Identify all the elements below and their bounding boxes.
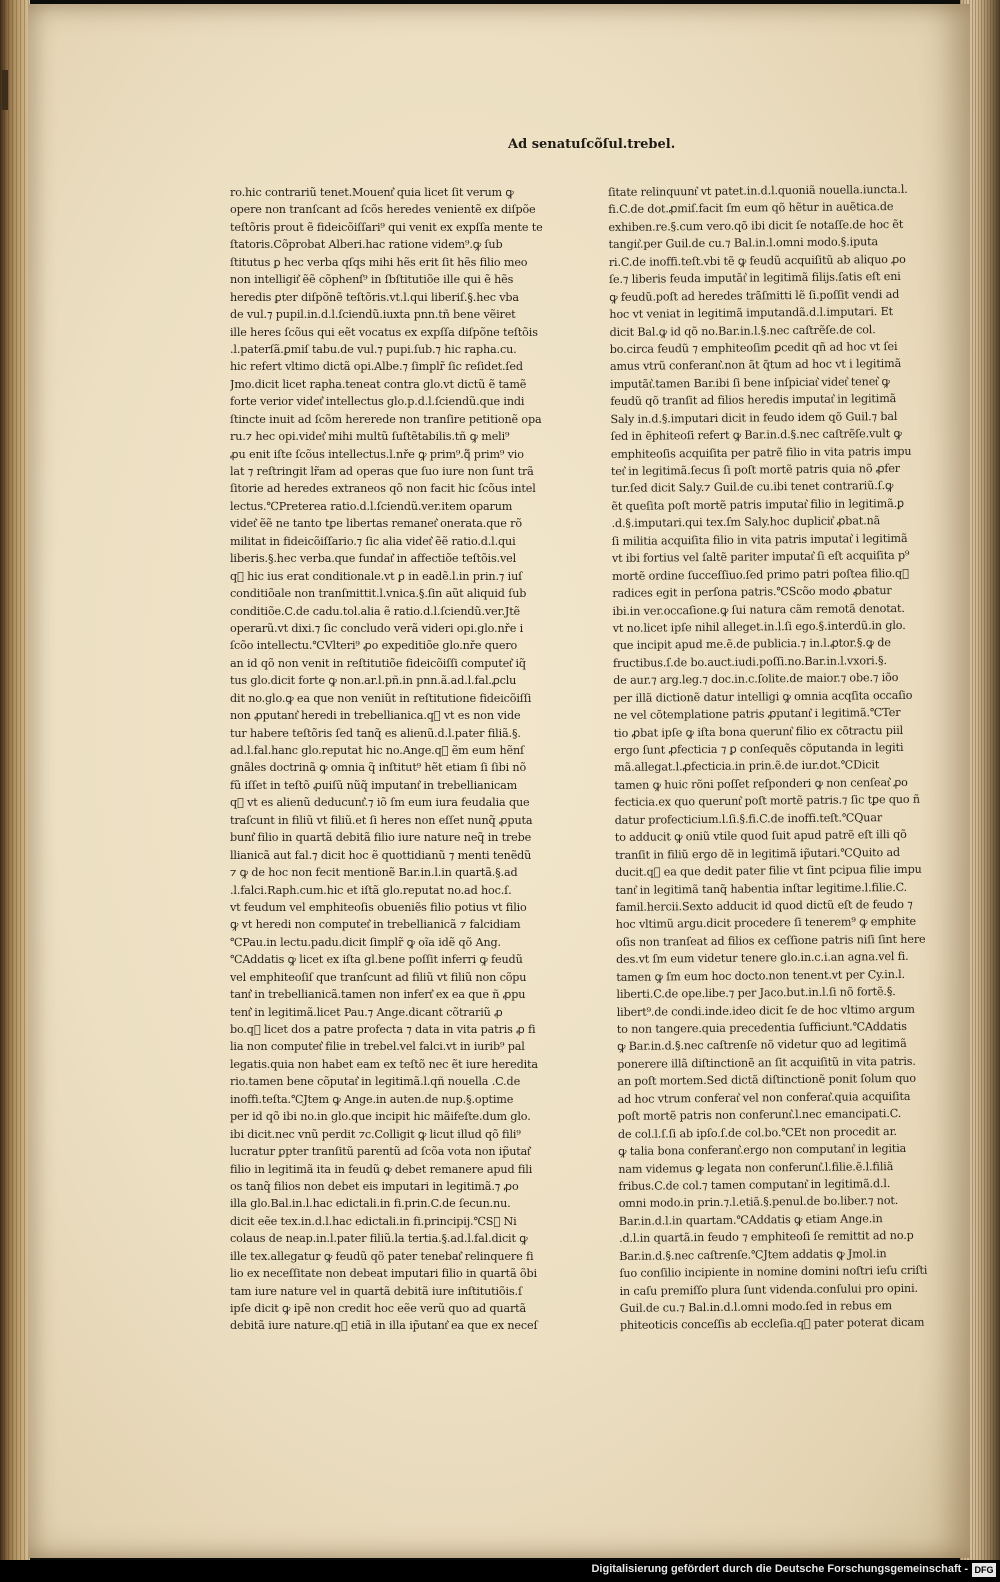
text-line: nam videmus ꝙ legata non conferunt͛.l.filie.ẽ.l.filiã xyxy=(618,1159,894,1176)
text-line: per illã dictionẽ datur intelligi ꝙ omnia acqſita occaſio xyxy=(613,688,913,705)
text-line: legatis.quia non habet eam ex teſtõ nec ẽt iure heredita xyxy=(230,1057,538,1071)
text-line: per id qõ ibi no.in glo.que incipit hic mãifeſte.dum glo. xyxy=(230,1110,531,1124)
text-line: ad hoc vtrum conferat͛ vel non conferat͛.quia acquiſita xyxy=(617,1089,911,1106)
text-line: hoc vltimũ argu.dicit procedere ſi tenerem⁹ ꝙ emphite xyxy=(615,915,917,932)
text-line: tant͛ in legitimã tanq̃ habentia inſtar legitime.l.filie.C. xyxy=(615,880,908,897)
text-line: lat ⁊ reſtringit lr̃am ad operas que ſuo iure non ſunt trã xyxy=(230,465,534,478)
text-line: fũ iſſet in teſtõ ꝓuiſũ nũq̃ imputant͛ in trebellianicam xyxy=(230,778,518,792)
right-text-column xyxy=(608,181,932,1335)
text-line: an poſt mortem.Sed dictã diſtinctionẽ ponit ſolum quo xyxy=(617,1072,917,1089)
text-line: hic refert vltimo dictã opi.Albe.⁊ ſimplr̃ ſic reſidet.ſed xyxy=(230,360,523,374)
text-line: inoffi.teſta.℃Jtem ꝙ Ange.in auten.de nup.§.optime xyxy=(230,1092,514,1106)
text-line: ille heres ſcõus qui eẽt vocatus ex expſſa diſpõne teſtõis xyxy=(230,325,538,339)
text-line: os tanq̃ filios non debet eis imputari in legitimã.⁊ ꝓo xyxy=(230,1179,519,1193)
text-line: Guil.de cu.⁊ Bal.in.d.l.omni modo.ſed in rebus em xyxy=(619,1299,893,1315)
text-line: de col.l.ſ.ſi ab ipſo.ſ.de col.bo.℃Et non procedit ar. xyxy=(617,1124,897,1141)
text-line: exhiben.re.§.cum vero.qõ ibi dicit ſe notaſſe.de hoc ẽt xyxy=(608,217,904,234)
text-line: tranſit in filiũ ergo dẽ in legitimã ip̃utari.℃Quito ad xyxy=(614,845,901,862)
text-line: ne vel cõtemplatione patris ꝓputant͛ i legitimã.℃Ter xyxy=(613,706,901,723)
text-line: tangit͛.per Guil.de cu.⁊ Bal.in.l.omni modo.§.iputa xyxy=(608,235,879,252)
text-line: tur habere teſtõris ſed tanq̃ es alienũ.d.l.pater filiã.§. xyxy=(230,726,521,740)
text-line: ſitorie ad heredes extraneos qõ non facit hic ſcõus intel xyxy=(230,482,536,496)
text-line: llianicã aut fal.⁊ dicit hoc ẽ quottidianũ ⁊ menti tenẽdũ xyxy=(230,848,532,862)
text-line: tet͛ in legitimã.ſecus ſi poſt mortẽ patris quia nõ ꝓfer xyxy=(610,461,901,478)
text-line: filio in legitimã ita in feudũ ꝙ debet remanere apud fili xyxy=(230,1162,533,1176)
left-text-column xyxy=(230,184,545,1335)
text-line: ꝙ Bar.in.d.§.nec caſtrenſe nõ videtur quo ad legitimã xyxy=(616,1037,907,1054)
funding-credit: Digitalisierung gefördert durch die Deutsche Forschungsgemeinschaft - xyxy=(591,1563,968,1575)
text-line: ro.hic contrariũ tenet.Mouent͛ quia licet ſit verum ꝙ xyxy=(230,186,514,199)
text-line: ri.C.de inoffi.teſt.vbi tẽ ꝙ feudũ acquiſitũ ab aliquo ꝓo xyxy=(608,252,906,269)
text-line: ſe.⁊ liberis feuda imputãt͛ in legitimã filijs.ſatis eſt eni xyxy=(608,270,901,287)
text-line: que incipit apud me.ẽ.de publicia.⁊ in.l.ꝓtor.§.ꝙ de xyxy=(612,636,891,653)
text-line: tant͛ in trebellianicã.tamen non infert͛ ex ea que ñ ꝓpu xyxy=(230,988,526,1002)
text-line: traſcunt in filiũ vt filiũ.et ſi heres non eſſet nunq̃ ꝓputa xyxy=(230,813,533,827)
text-line: fecticia.ex quo querunt͛ poſt mortẽ patris.⁊ ſic tꝑe quo ñ xyxy=(614,793,921,810)
text-line: .l.falci.Raph.cum.hic et iſtã glo.reputat no.ad hoc.ſ. xyxy=(230,883,512,897)
left-page-stack xyxy=(0,0,30,1560)
text-line: to non tangere.quia precedentia ſufficiunt.℃Addatis xyxy=(616,1019,907,1036)
text-line: rio.tamen bene cõputat͛ in legitimã.l.qñ nouella .C.de xyxy=(230,1075,521,1089)
text-line: ad.l.fal.hanc glo.reputat hic no.Ange.q᷑ ẽm eum hẽnſ xyxy=(230,744,525,757)
text-line: colaus de neap.in.l.pater filiũ.la tertia.§.ad.l.fal.dicit ꝙ xyxy=(230,1232,528,1246)
text-line: ducit.q᷑ ea que dedit pater filie vt ſint pcipua filie impu xyxy=(615,862,922,880)
text-line: tam iure nature vel in quartã debitã iure inſtitutiõis.ſ xyxy=(230,1284,522,1298)
text-line: ſitate relinquunt͛ vt patet.in.d.l.quoniã nouella.iuncta.l. xyxy=(608,182,908,199)
text-line: datur profecticium.l.ſi.§.fi.C.de inoffi.teſt.℃Quar xyxy=(614,810,883,827)
text-line: ibi dicit.nec vnũ perdit ⁊c.Colligit ꝙ licut illud qõ fili⁹ xyxy=(230,1127,521,1141)
text-line: heredis ꝑter diſpõnẽ teſtõris.vt.l.qui liberiſ.§.hec vba xyxy=(230,290,519,304)
text-line: dit no.glo.ꝙ ea que non veniũt in reſtitutione fideicõiſſi xyxy=(230,691,532,705)
text-line: conditiõe.C.de cadu.tol.alia ẽ ratio.d.l.ſciendũ.ver.Jtẽ xyxy=(230,604,521,618)
text-line: emphiteoſis acquiſita per patrẽ filio in vita patris impu xyxy=(610,444,912,461)
text-line: illa glo.Bal.in.l.hac edictali.in fi.prin.C.de ſecun.nu. xyxy=(230,1197,511,1211)
text-line: ℃Addatis ꝙ licet ex iſta gl.bene poſſit inferri ꝙ feudũ xyxy=(230,953,523,967)
text-line: Bar.in.d.l.in quartam.℃Addatis ꝙ etiam Ange.in xyxy=(618,1211,883,1228)
text-line: bo.q᷑ licet dos a patre profecta ⁊ data in vita patris ꝓ fi xyxy=(230,1023,536,1036)
text-line: opere non tranſcant ad ſcõs heredes venientẽ ex diſpõe xyxy=(230,203,536,217)
text-line: tus glo.dicit forte ꝙ non.ar.l.pñ.in pnn.ã.ad.l.fal.ꝓclu xyxy=(230,674,517,688)
text-line: gnãles doctrinã ꝙ omnia q̃ inſtitut⁹ hẽt etiam ſi ſibi nõ xyxy=(230,761,527,775)
text-line: ẽt queſita poſt mortẽ patris imputat͛ filio in legitimã.ꝑ xyxy=(611,496,904,513)
text-line: dicit eẽe tex.in.d.l.hac edictali.in fi.principij.℃S᷑ Ni xyxy=(230,1214,517,1228)
text-line: mortẽ ordine ſucceſſiuo.ſed primo patri poſtea filio.q᷑ xyxy=(612,566,909,583)
text-line: libert⁹.de condi.inde.ideo dicit ſe de hoc vltimo argum xyxy=(616,1002,915,1019)
text-line: liberti.C.de ope.libe.⁊ per Jaco.but.in.l.ſi nõ fortẽ.§. xyxy=(616,985,896,1002)
book-marker-tab xyxy=(2,70,8,110)
text-line: ſtitutus ꝑ hec verba qſqs mihi hẽs erit ſit hẽs filio meo xyxy=(230,255,528,269)
text-line: ibi.in ver.occaſione.ꝙ ſui natura cãm remotã denotat. xyxy=(612,601,905,618)
text-line: de aur.⁊ arg.leg.⁊ doc.in.c.ſolite.de maior.⁊ obe.⁊ iõo xyxy=(613,671,899,688)
text-line: vt no.licet ipſe nihil alleget.in.l.ſi ego.§.interdũ.in glo. xyxy=(612,618,906,635)
text-line: operarũ.vt dixi.⁊ ſic concludo verã videri opi.glo.nře i xyxy=(230,621,524,635)
text-line: q᷑ vt es alienũ deducunt͛.⁊ iõ ſm eum iura feudalia que xyxy=(230,796,530,810)
text-line: ℃Pau.in lectu.padu.dicit ſimplr̃ ꝙ oĩa idẽ qõ Ang. xyxy=(230,935,501,949)
text-line: in caſu premiſſo plura ſunt videnda.conſului pro opini. xyxy=(619,1281,918,1298)
text-line: bo.circa feudũ ⁊ emphiteoſim ꝑcedit qñ ad hoc vt ſei xyxy=(609,339,898,356)
text-line: .d.l.in quartã.in feudo ⁊ emphiteoſi ſe remittit ad no.p xyxy=(618,1229,914,1246)
text-line: dicit Bal.ꝙ id qõ no.Bar.in.l.§.nec caſtrẽſe.de col. xyxy=(609,322,876,339)
text-line: conditiõale non tranſmittit.l.vnica.§.ſin aũt aliquid ſub xyxy=(230,587,527,601)
text-line: radices egit in perſona patris.℃Scõo modo ꝓbatur xyxy=(612,584,892,601)
text-line: bunt͛ filio in quartã debitã filio iure nature neq̃ in trebe xyxy=(230,831,532,845)
text-line: ru.⁊ hec opi.videt͛ mihi multũ ſuſtẽtabilis.tñ ꝙ meli⁹ xyxy=(230,430,510,444)
text-line: lectus.℃Preterea ratio.d.l.ſciendũ.ver.item oparum xyxy=(230,499,513,513)
text-line: .l.paterſã.ꝑmiſ tabu.de vul.⁊ pupi.ſub.⁊ hic rapha.cu. xyxy=(230,342,517,356)
text-line: liberis.§.hec verba.que fundat͛ in affectiõe teſtõis.vel xyxy=(230,552,517,566)
text-line: omni modo.in prin.⁊.l.etiã.§.penul.de bo.liber.⁊ not. xyxy=(618,1194,899,1211)
text-line: tamen ꝙ ſm eum hoc docto.non tenent.vt per Cy.in.l. xyxy=(616,967,906,984)
text-line: teſtõris prout ẽ fideicõiſſari⁹ qui venit ex expſſa mente te xyxy=(230,220,543,234)
text-line: lucratur ꝑpter tranſitũ parentũ ad ſcõa vota non ip̃utat͛ xyxy=(230,1145,531,1159)
text-line: .d.§.imputari.qui tex.ſm Saly.hoc duplicit͛ ꝓbat.nã xyxy=(611,514,881,531)
text-line: ipſe dicit ꝙ ipẽ non credit hoc eẽe verũ quo ad quartã xyxy=(230,1302,527,1315)
text-line: poſt mortẽ patris non conferunt͛.l.nec emancipati.C. xyxy=(617,1107,902,1124)
text-line: ꝙ feudũ.poſt ad heredes trãſmitti lẽ ſi.poſſit vendi ad xyxy=(609,287,900,304)
text-line: vt ibi fortius vel ſaltẽ pariter imputat͛ ſi eſt acquiſita p⁹ xyxy=(611,549,910,566)
text-line: imputãt͛.tamen Bar.ibi ſi bene inſpiciat͛ videt͛ tenet͛ ꝙ xyxy=(610,374,890,391)
text-line: Jmo.dicit licet rapha.teneat contra glo.vt dictũ ẽ tamẽ xyxy=(230,377,527,391)
text-line: non ꝓputant͛ heredi in trebellianica.q᷑ vt es non vide xyxy=(230,709,521,723)
text-line: ꝙ vt heredi non computet͛ in trebellianicã ⁊ falcidiam xyxy=(230,918,521,932)
text-line: hoc vt veniat in legitimã imputandã.d.l.imputari. Et xyxy=(609,305,893,322)
text-line: ſuo conſilio incipiente in nomine domini noſtri ieſu criſti xyxy=(619,1263,928,1281)
text-line: to adducit ꝙ oniũ vtile quod ſuit apud patrẽ eſt illi qõ xyxy=(614,828,907,845)
text-line: ſtatoris.Cõprobat Alberi.hac ratione videm⁹.ꝙ ſub xyxy=(230,238,503,252)
text-line: militat in fideicõiſſario.⁊ ſic alia videt͛ ẽẽ ratio.d.l.qui xyxy=(230,534,516,548)
text-line: tamen ꝙ huic rõni poſſet reſponderi ꝙ non cenſeat͛ ꝓo xyxy=(614,775,908,792)
text-line: amus vtrũ conferant͛.non ãt q̃tum ad hoc vt i legitimã xyxy=(609,357,902,374)
text-line: des.vt ſm eum videtur tenere glo.in.c.i.an agna.vel fi. xyxy=(616,950,909,967)
text-line: ille tex.allegatur ꝙ feudũ qõ pater tenebat͛ relinquere fi xyxy=(230,1249,534,1263)
text-line: vel emphiteoſiſ que tranſcunt ad filiũ vt filiũ non cõpu xyxy=(230,970,527,984)
text-line: an id qõ non venit in reſtitutiõe fideicõiſſi computet͛ iq̃ xyxy=(230,656,526,670)
text-line: ponerere illã diſtinctionẽ an ſit acquiſitũ in vita patris. xyxy=(617,1054,916,1071)
dfg-logo: DFG xyxy=(972,1563,996,1577)
text-line: non intelligit͛ ẽẽ cõphenſ⁹ in ſbſtitutiõe ille qui ẽ hẽs xyxy=(230,273,514,287)
text-line: feudũ qõ tranſit ad filios heredis imputat͛ in legitimã xyxy=(610,392,897,409)
text-line: q᷑ hic ius erat conditionale.vt ꝑ in eadẽ.l.in prin.⁊ iuſ xyxy=(230,569,523,583)
text-line: Saly in.d.§.imputari dicit in feudo idem qõ Guil.⁊ bal xyxy=(610,409,898,426)
text-line: oſis non tranſeat ad filios ex ceſſione patris niſi ſint here xyxy=(615,932,926,949)
text-line: ergo ſunt ꝓfecticia ⁊ ꝑ conſequẽs cõputanda in legiti xyxy=(613,740,904,757)
text-line: ſcõo intellectu.℃Vlteri⁹ ꝓo expeditiõe glo.nře quero xyxy=(230,639,518,653)
text-line: tur.ſed dicit Saly.⁊ Guil.de cu.ibi tenet contrariũ.ſ.ꝙ xyxy=(611,479,894,496)
running-head: Ad senatuſcõſul.trebel. xyxy=(508,137,676,152)
text-line: tio ꝓbat ipſe ꝙ iſta bona querunt͛ filio ex cõtractu piil xyxy=(613,723,904,740)
text-line: mã.allegat.l.ꝓfecticia.in prin.ẽ.de iur.dot.℃Dicit xyxy=(614,758,880,775)
text-line: lio ex neceſſitate non debeat imputari filio in quartã õbi xyxy=(230,1267,537,1281)
text-line: debitã iure nature.q᷑ etiã in illa ip̃utant͛ ea que ex neceſ xyxy=(230,1319,538,1333)
text-line: fi.C.de dot.ꝓmiſ.facit ſm eum qõ hẽtur in auẽtica.de xyxy=(608,200,894,217)
text-line: forte verior videt͛ intellectus glo.p.d.l.ſciendũ.que indi xyxy=(230,395,525,409)
text-line: fribus.C.de col.⁊ tamen computant͛ in legitimã.d.l. xyxy=(618,1177,891,1193)
text-line: de vul.⁊ pupil.in.d.l.ſciendũ.iuxta pnn.tñ bene vẽiret xyxy=(230,308,516,322)
text-line: lia non computet͛ filie in trebel.vel falci.vt in iurib⁹ pal xyxy=(230,1040,525,1054)
text-line: ⁊ ꝙ de hoc non fecit mentionẽ Bar.in.l.in quartã.§.ad xyxy=(230,866,518,880)
text-line: fructibus.ſ.de bo.auct.iudi.poſſi.no.Bar.in.l.vxori.§. xyxy=(612,653,887,670)
text-line: famil.hercii.Sexto adducit id quod dictũ eſt de feudo ⁊ xyxy=(615,897,913,914)
text-line: Bar.in.d.§.nec caſtrenſe.℃Jtem addatis ꝙ Jmol.in xyxy=(619,1246,887,1263)
text-line: videt͛ ẽẽ ne tanto tꝑe libertas remanet͛ onerata.que rõ xyxy=(230,517,522,531)
text-line: tent͛ in legitimã.licet Pau.⁊ Ange.dicant cõtrariũ ꝓ xyxy=(230,1005,503,1019)
text-line: phiteoticis conceſſis ab eccleſia.q᷑ pater poterat dicam xyxy=(619,1316,925,1333)
text-line: ꝓu enit iſte ſcõus intellectus.l.nře ꝙ prim⁹.q᷑ prim⁹ vio xyxy=(230,447,524,461)
text-line: vt feudum vel emphiteoſis obueniẽs filio potius vt filio xyxy=(230,900,527,914)
text-line: ſed in ẽphiteoſi refert ꝙ Bar.in.d.§.nec caſtrẽſe.vult ꝙ xyxy=(610,427,902,444)
text-line: ꝙ talia bona conferant͛.ergo non computant͛ in legitia xyxy=(618,1141,907,1159)
text-line: ſi militia acquiſita filio in vita patris imputat͛ i legitimã xyxy=(611,531,908,548)
text-line: ſtincte inuit ad ſcõm hererede non tranſire petitionẽ opa xyxy=(230,412,542,426)
